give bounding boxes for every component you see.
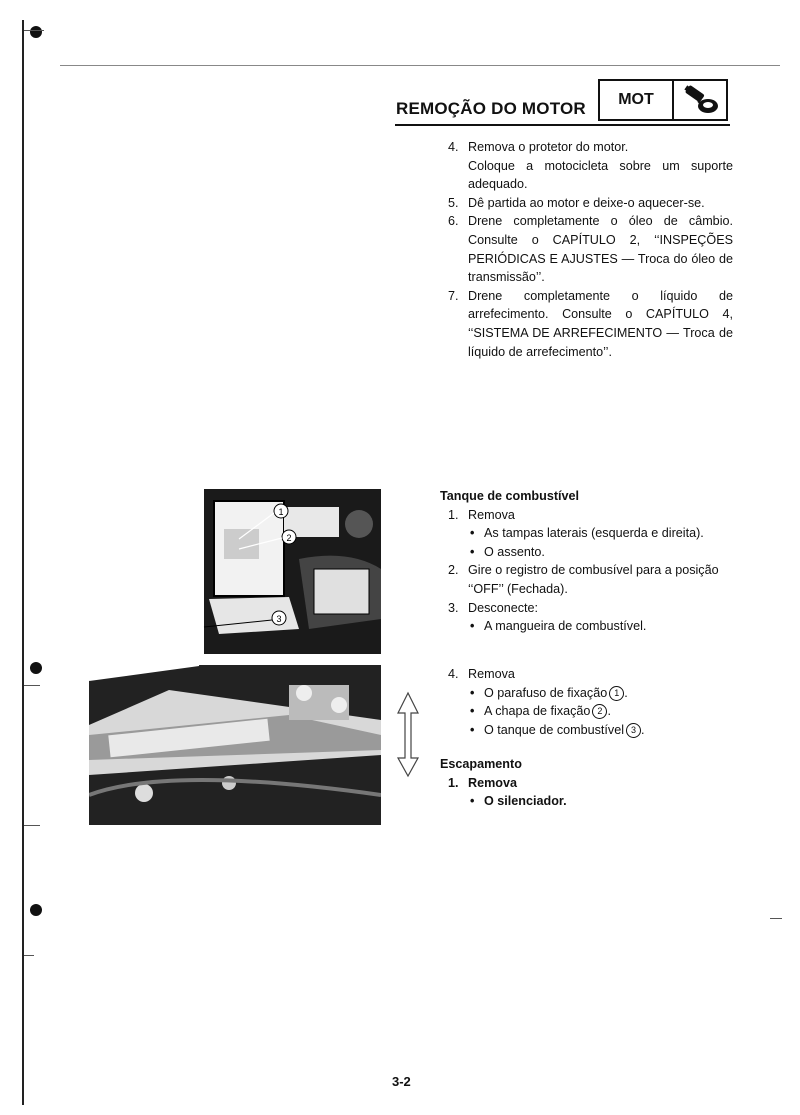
step-number: 1. bbox=[448, 507, 459, 522]
margin-tick bbox=[770, 918, 782, 919]
bullet-text: O assento. bbox=[484, 544, 545, 559]
fuel-tank-section bbox=[440, 487, 732, 636]
bullet-item: • O parafuso de fixação 1 . bbox=[440, 684, 732, 703]
title-underline bbox=[395, 124, 730, 126]
binding-line bbox=[22, 20, 24, 1105]
section-tab bbox=[598, 79, 728, 121]
photo-callout: 1 bbox=[278, 507, 284, 517]
step-text: Remova bbox=[468, 775, 517, 790]
section-code: MOT bbox=[600, 81, 674, 119]
bullet-item bbox=[440, 792, 732, 811]
page-number: 3-2 bbox=[392, 1074, 411, 1089]
step-text: Desconecte: bbox=[468, 600, 539, 615]
step-item bbox=[440, 561, 732, 598]
page-title: REMOÇÃO DO MOTOR bbox=[396, 99, 586, 118]
photo-callout: 2 bbox=[286, 533, 292, 543]
step-text: Dê partida ao motor e deixe-o aquecer-se. bbox=[468, 195, 705, 210]
section-title: Escapamento bbox=[440, 757, 522, 771]
step-text: Remova o protetor do motor. bbox=[468, 140, 629, 154]
fuel-tank-removal-section bbox=[440, 665, 732, 739]
exhaust-photo bbox=[89, 665, 381, 825]
margin-tick bbox=[24, 30, 44, 31]
step-text: Drene completamente o óleo de câmbio. Consulte o CAPÍTULO 2, ‘‘INSPEÇÕES PERIÓDICAS E AJUSTES — Troca do óleo de transmissão’’. bbox=[468, 214, 733, 285]
step-text: Drene completamente o líquido de arrefecimento. Consulte o CAPÍTULO 4, ‘‘SISTEMA DE ARREFECIMENTO — Troca de líquido de arrefecimento’’. bbox=[468, 288, 733, 359]
step-number: 4. bbox=[448, 667, 459, 681]
bullet-icon: • bbox=[470, 619, 475, 634]
callout-number: 3 bbox=[626, 723, 641, 738]
step-number: 5. bbox=[448, 195, 459, 210]
binder-hole-icon bbox=[30, 904, 42, 916]
step-item bbox=[448, 138, 733, 157]
step-item bbox=[448, 194, 733, 213]
bullet-text: O parafuso de fixação bbox=[484, 685, 608, 700]
bullet-text: O silenciador. bbox=[484, 794, 567, 809]
step-number: 7. bbox=[448, 288, 459, 303]
fuel-tank-photo bbox=[89, 489, 381, 654]
step-item bbox=[440, 506, 732, 525]
top-rule bbox=[60, 65, 780, 66]
callout-number: 2 bbox=[592, 704, 607, 719]
bullet-icon: • bbox=[470, 685, 475, 700]
bullet-item bbox=[440, 617, 732, 636]
bullet-text: A mangueira de combustível. bbox=[484, 619, 647, 634]
callout-number: 1 bbox=[609, 686, 624, 701]
engine-removal-steps bbox=[448, 138, 733, 361]
step-number bbox=[448, 157, 468, 194]
step-text: Gire o registro de combusível para a posição ‘‘OFF’’ (Fechada). bbox=[468, 563, 719, 596]
step-number: 3. bbox=[448, 600, 459, 615]
margin-tick bbox=[24, 825, 40, 826]
step-number: 6. bbox=[448, 214, 459, 229]
step-number: 4. bbox=[448, 140, 459, 154]
bullet-item bbox=[440, 524, 732, 543]
section-title: Tanque de combustível bbox=[440, 489, 580, 503]
bullet-icon: • bbox=[470, 722, 475, 737]
step-item bbox=[440, 599, 732, 618]
bullet-icon: • bbox=[470, 794, 475, 809]
binder-hole-icon bbox=[30, 662, 42, 674]
bullet-icon: • bbox=[470, 544, 475, 559]
bullet-text: As tampas laterais (esquerda e direita). bbox=[484, 526, 704, 541]
margin-tick bbox=[24, 685, 40, 686]
bullet-text: O tanque de combustível bbox=[484, 722, 625, 737]
photo-callout: 3 bbox=[276, 614, 282, 624]
bullet-icon: • bbox=[470, 526, 475, 541]
bullet-item bbox=[440, 543, 732, 562]
bullet-item: • A chapa de fixação 2 . bbox=[440, 702, 732, 721]
bullet-item: • O tanque de combustível 3 . bbox=[440, 721, 732, 740]
step-item bbox=[448, 157, 733, 194]
margin-tick bbox=[24, 955, 34, 956]
step-text: Coloque a motocicleta sobre um suporte adequado. bbox=[468, 158, 733, 192]
step-text: Remova bbox=[468, 507, 515, 522]
double-arrow-icon bbox=[388, 688, 428, 778]
step-item bbox=[440, 774, 732, 793]
step-number: 1. bbox=[448, 775, 459, 790]
exhaust-section bbox=[440, 755, 732, 811]
binder-hole-icon bbox=[30, 26, 42, 38]
engine-icon bbox=[674, 81, 726, 119]
step-item bbox=[448, 212, 733, 286]
step-item bbox=[440, 665, 732, 684]
bullet-icon: • bbox=[470, 704, 475, 719]
step-item bbox=[448, 287, 733, 361]
bullet-text: A chapa de fixação bbox=[484, 704, 591, 719]
step-number: 2. bbox=[448, 563, 459, 578]
step-text: Remova bbox=[468, 667, 515, 681]
